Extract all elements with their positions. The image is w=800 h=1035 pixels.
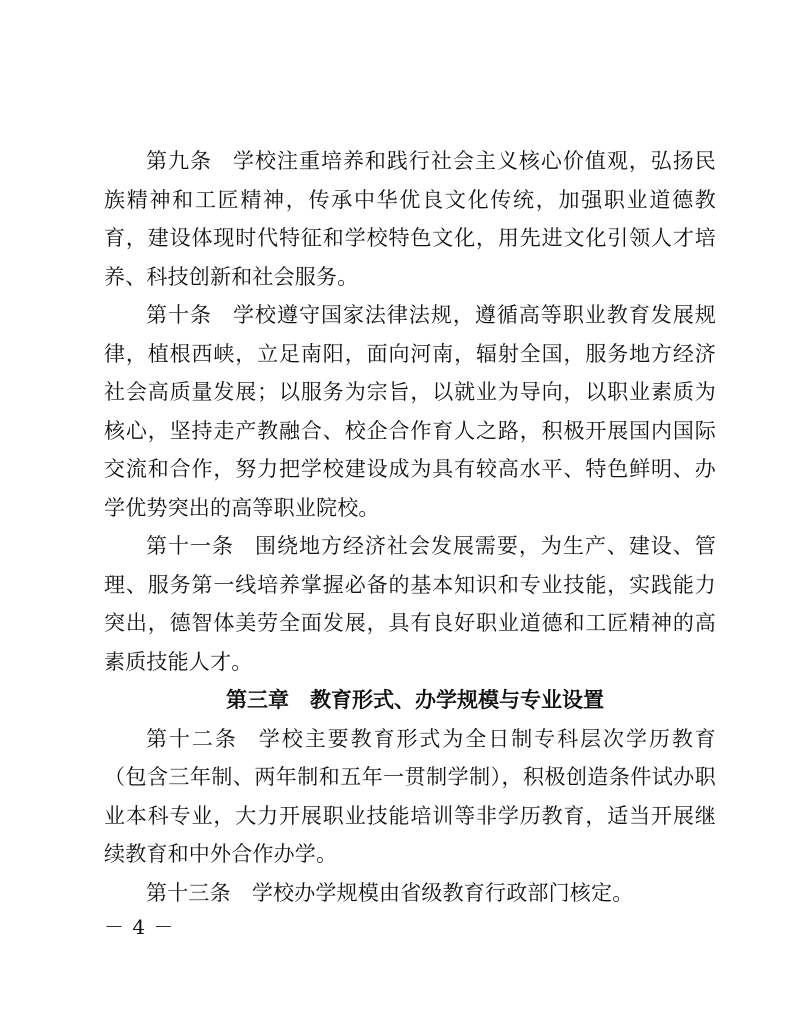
article-text: 学校主要教育形式为全日制专科层次学历教育（包含三年制、两年制和五年一贯制学制），积极创造条件试办职业本科专业，大力开展职业技能培训等非学历教育，适当开展继续教育和中外合作办学。 [104,726,716,866]
article-text: 学校办学规模由省级教育行政部门核定。 [251,880,634,905]
article-13 [104,874,716,913]
article-number: 第十条 [146,303,212,327]
chapter-heading: 第三章 教育形式、办学规模与专业设置 [226,688,604,712]
article-text: 围绕地方经济社会发展需要，为生产、建设、管理、服务第一线培养掌握必备的基本知识和专业技能，实践能力突出，德智体美劳全面发展，具有良好职业道德和工匠精神的高素质技能人才。 [104,534,716,674]
article-number: 第十三条 [146,880,231,905]
article-text: 学校注重培养和践行社会主义核心价值观，弘扬民族精神和工匠精神，传承中华优良文化传统，加强职业道德教育，建设体现时代特征和学校特色文化，用先进文化引领人才培养、科技创新和社会服务。 [104,149,716,289]
article-number: 第九条 [146,149,212,173]
article-10 [104,296,716,527]
article-number: 第十一条 [146,534,234,558]
article-text: 学校遵守国家法律法规，遵循高等职业教育发展规律，植根西峡，立足南阳，面向河南，辐射全国，服务地方经济社会高质量发展；以服务为宗旨，以就业为导向，以职业素质为核心，坚持走产教融合、校企合作育人之路，积极开展国内国际交流和合作，努力把学校建设成为具有较高水平、特色鲜明、办学优势突出的高等职业院校。 [104,303,716,520]
page-number: － 4 － [104,915,175,939]
article-number: 第十二条 [146,726,238,751]
article-11 [104,527,716,681]
article-12 [104,720,716,874]
article-9 [104,142,716,296]
page-body [104,142,716,912]
